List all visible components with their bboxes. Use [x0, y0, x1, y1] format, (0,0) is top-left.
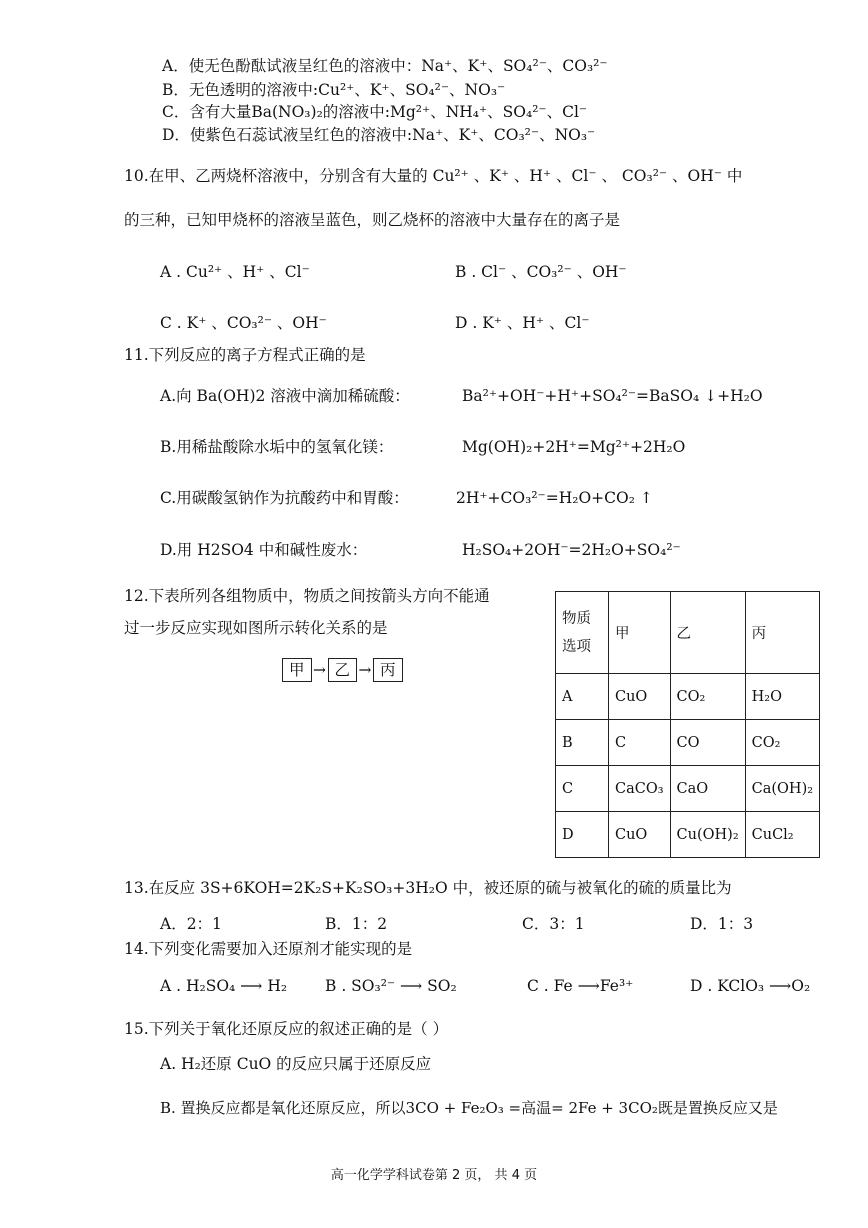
q10-option-b: B . Cl⁻ 、CO₃²⁻ 、OH⁻: [455, 263, 627, 281]
q15-option-b: B. 置换反应都是氧化还原反应，所以3CO + Fe₂O₃ =高温= 2Fe + 3CO₂既是置换反应又是: [160, 1099, 778, 1117]
table-header-cell: 丙: [745, 592, 819, 674]
q13-option-b: B．1：2: [325, 915, 388, 933]
table-cell: C: [556, 766, 609, 812]
table-cell: C: [609, 720, 671, 766]
table-row: [556, 720, 820, 766]
table-cell: CO: [670, 720, 745, 766]
q14-option-c: C . Fe ⟶Fe³⁺: [527, 977, 634, 995]
chain-box-bing: 丙: [373, 658, 403, 682]
table-cell: Cu(OH)₂: [670, 812, 745, 858]
table-header-cell: 乙: [670, 592, 745, 674]
q10-stem-line1: 10.在甲、乙两烧杯溶液中，分别含有大量的 Cu²⁺ 、K⁺ 、H⁺ 、Cl⁻ 、 CO₃²⁻ 、OH⁻ 中: [124, 167, 743, 185]
table-cell: A: [556, 674, 609, 720]
q10-stem-line2: 的三种，已知甲烧杯的溶液呈蓝色，则乙烧杯的溶液中大量存在的离子是: [124, 211, 621, 229]
q12-stem-line2: 过一步反应实现如图所示转化关系的是: [124, 619, 388, 637]
q11-option-b-equation: Mg(OH)₂+2H⁺=Mg²⁺+2H₂O: [462, 438, 686, 456]
right-arrow-icon: →: [358, 661, 372, 679]
table-cell: CaO: [670, 766, 745, 812]
q13-stem: 13.在反应 3S+6KOH=2K₂S+K₂SO₃+3H₂O 中，被还原的硫与被氧化的硫的质量比为: [124, 879, 732, 897]
q14-option-d: D . KClO₃ ⟶O₂: [690, 977, 811, 995]
table-row: [556, 812, 820, 858]
q11-option-a-equation: Ba²⁺+OH⁻+H⁺+SO₄²⁻=BaSO₄ ↓+H₂O: [462, 387, 763, 405]
q13-option-a: A．2：1: [160, 915, 222, 933]
q9-option-a: A．使无色酚酞试液呈红色的溶液中：Na⁺、K⁺、SO₄²⁻、CO₃²⁻: [162, 57, 608, 75]
q9-option-d: D．使紫色石蕊试液呈红色的溶液中:Na⁺、K⁺、CO₃²⁻、NO₃⁻: [162, 126, 596, 144]
table-header-row: [556, 592, 820, 674]
chain-box-yi: 乙: [328, 658, 358, 682]
table-cell: CO₂: [745, 720, 819, 766]
q14-option-a: A . H₂SO₄ ⟶ H₂: [160, 977, 288, 995]
q10-option-c: C . K⁺ 、CO₃²⁻ 、OH⁻: [160, 314, 327, 332]
right-arrow-icon: →: [313, 661, 327, 679]
q9-option-b: B．无色透明的溶液中:Cu²⁺、K⁺、SO₄²⁻、NO₃⁻: [162, 81, 506, 99]
q15-stem: 15.下列关于氧化还原反应的叙述正确的是（ ）: [124, 1020, 449, 1038]
table-header-cell: 甲: [609, 592, 671, 674]
table-cell: H₂O: [745, 674, 819, 720]
table-cell: Ca(OH)₂: [745, 766, 819, 812]
q11-option-b-text: B.用稀盐酸除水垢中的氢氧化镁：: [160, 438, 394, 456]
q11-option-d-text: D.用 H2SO4 中和碱性废水：: [160, 541, 368, 559]
table-cell: CaCO₃: [609, 766, 671, 812]
q14-option-b: B . SO₃²⁻ ⟶ SO₂: [325, 977, 457, 995]
q14-stem: 14.下列变化需要加入还原剂才能实现的是: [124, 940, 413, 958]
q11-option-d-equation: H₂SO₄+2OH⁻=2H₂O+SO₄²⁻: [462, 541, 681, 559]
q13-option-d: D．1：3: [690, 915, 754, 933]
table-row: [556, 766, 820, 812]
table-cell: CuCl₂: [745, 812, 819, 858]
table-header-cell: 物质 选项: [556, 592, 609, 674]
q11-option-c-text: C.用碳酸氢钠作为抗酸药中和胃酸：: [160, 489, 409, 507]
q10-option-d: D . K⁺ 、H⁺ 、Cl⁻: [455, 314, 590, 332]
table-row: [556, 674, 820, 720]
q13-option-c: C．3：1: [522, 915, 585, 933]
table-cell: CuO: [609, 674, 671, 720]
q12-conversion-chain: [282, 658, 403, 682]
q10-option-a: A . Cu²⁺ 、H⁺ 、Cl⁻: [160, 263, 310, 281]
table-cell: CO₂: [670, 674, 745, 720]
table-cell: D: [556, 812, 609, 858]
q11-option-c-equation: 2H⁺+CO₃²⁻=H₂O+CO₂ ↑: [456, 489, 653, 507]
q9-option-c: C．含有大量Ba(NO₃)₂的溶液中:Mg²⁺、NH₄⁺、SO₄²⁻、Cl⁻: [162, 103, 588, 121]
chain-box-jia: 甲: [282, 658, 312, 682]
table-cell: B: [556, 720, 609, 766]
q11-stem: 11.下列反应的离子方程式正确的是: [124, 346, 366, 364]
page-footer: 高一化学学科试卷第 2 页， 共 4 页: [330, 1168, 538, 1183]
q12-stem-line1: 12.下表所列各组物质中，物质之间按箭头方向不能通: [124, 587, 490, 605]
table-cell: CuO: [609, 812, 671, 858]
q12-options-table: [555, 591, 820, 858]
q11-option-a-text: A.向 Ba(OH)2 溶液中滴加稀硫酸：: [160, 387, 410, 405]
q15-option-a: A. H₂还原 CuO 的反应只属于还原反应: [160, 1055, 432, 1073]
